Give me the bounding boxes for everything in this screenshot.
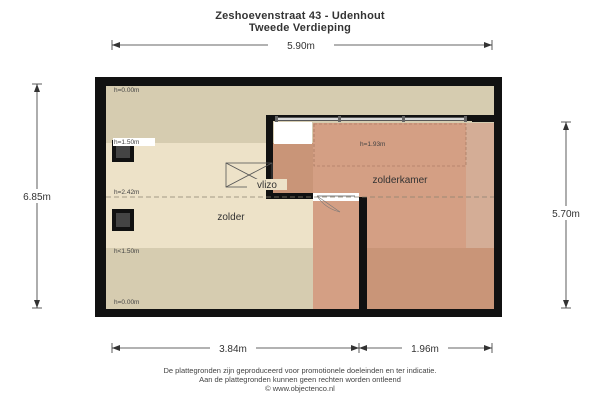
height-top-label: h=0.00m (114, 87, 140, 94)
attic-room-knee (466, 123, 494, 248)
inner-wall-divider (359, 197, 367, 309)
attic-room-slope (367, 248, 494, 309)
attic-room-label: zolderkamer (372, 175, 428, 186)
right-width-label: 1.96m (411, 344, 439, 355)
right-depth-label: 5.70m (552, 209, 580, 220)
total-depth-label: 6.85m (23, 192, 51, 203)
height-lower-label: h<1.50m (114, 248, 140, 255)
floor-title: Tweede Verdieping (248, 22, 352, 34)
storage-cabinet (274, 122, 312, 144)
dimension-total-depth (14, 84, 60, 308)
total-width-label: 5.90m (287, 41, 315, 52)
address-title: Zeshoevenstraat 43 - Udenhout (215, 10, 385, 22)
hatch-label: vlizo (256, 180, 278, 191)
dimension-bottom (112, 341, 492, 355)
height-room-label: h=1.93m (360, 141, 386, 148)
height-bottom-label: h=0.00m (114, 299, 140, 306)
inner-wall-right (494, 115, 502, 309)
height-ridge-label: h=2.42m (114, 189, 140, 196)
copyright-link[interactable]: © www.objectenco.nl (265, 384, 335, 393)
height-upper-label: h=1.50m (114, 139, 140, 146)
disclaimer-line-2: Aan de plattegronden kunnen geen rechten worden ontleend (199, 375, 401, 384)
disclaimer-line-1: De plattegronden zijn geproduceerd voor promotionele doeleinden en ter indicatie. (163, 366, 437, 375)
left-width-label: 3.84m (219, 344, 247, 355)
inner-wall-bottom (266, 193, 313, 199)
dimension-total-width (112, 38, 492, 52)
dimension-right-depth (543, 122, 589, 308)
attic-label: zolder (217, 212, 245, 223)
